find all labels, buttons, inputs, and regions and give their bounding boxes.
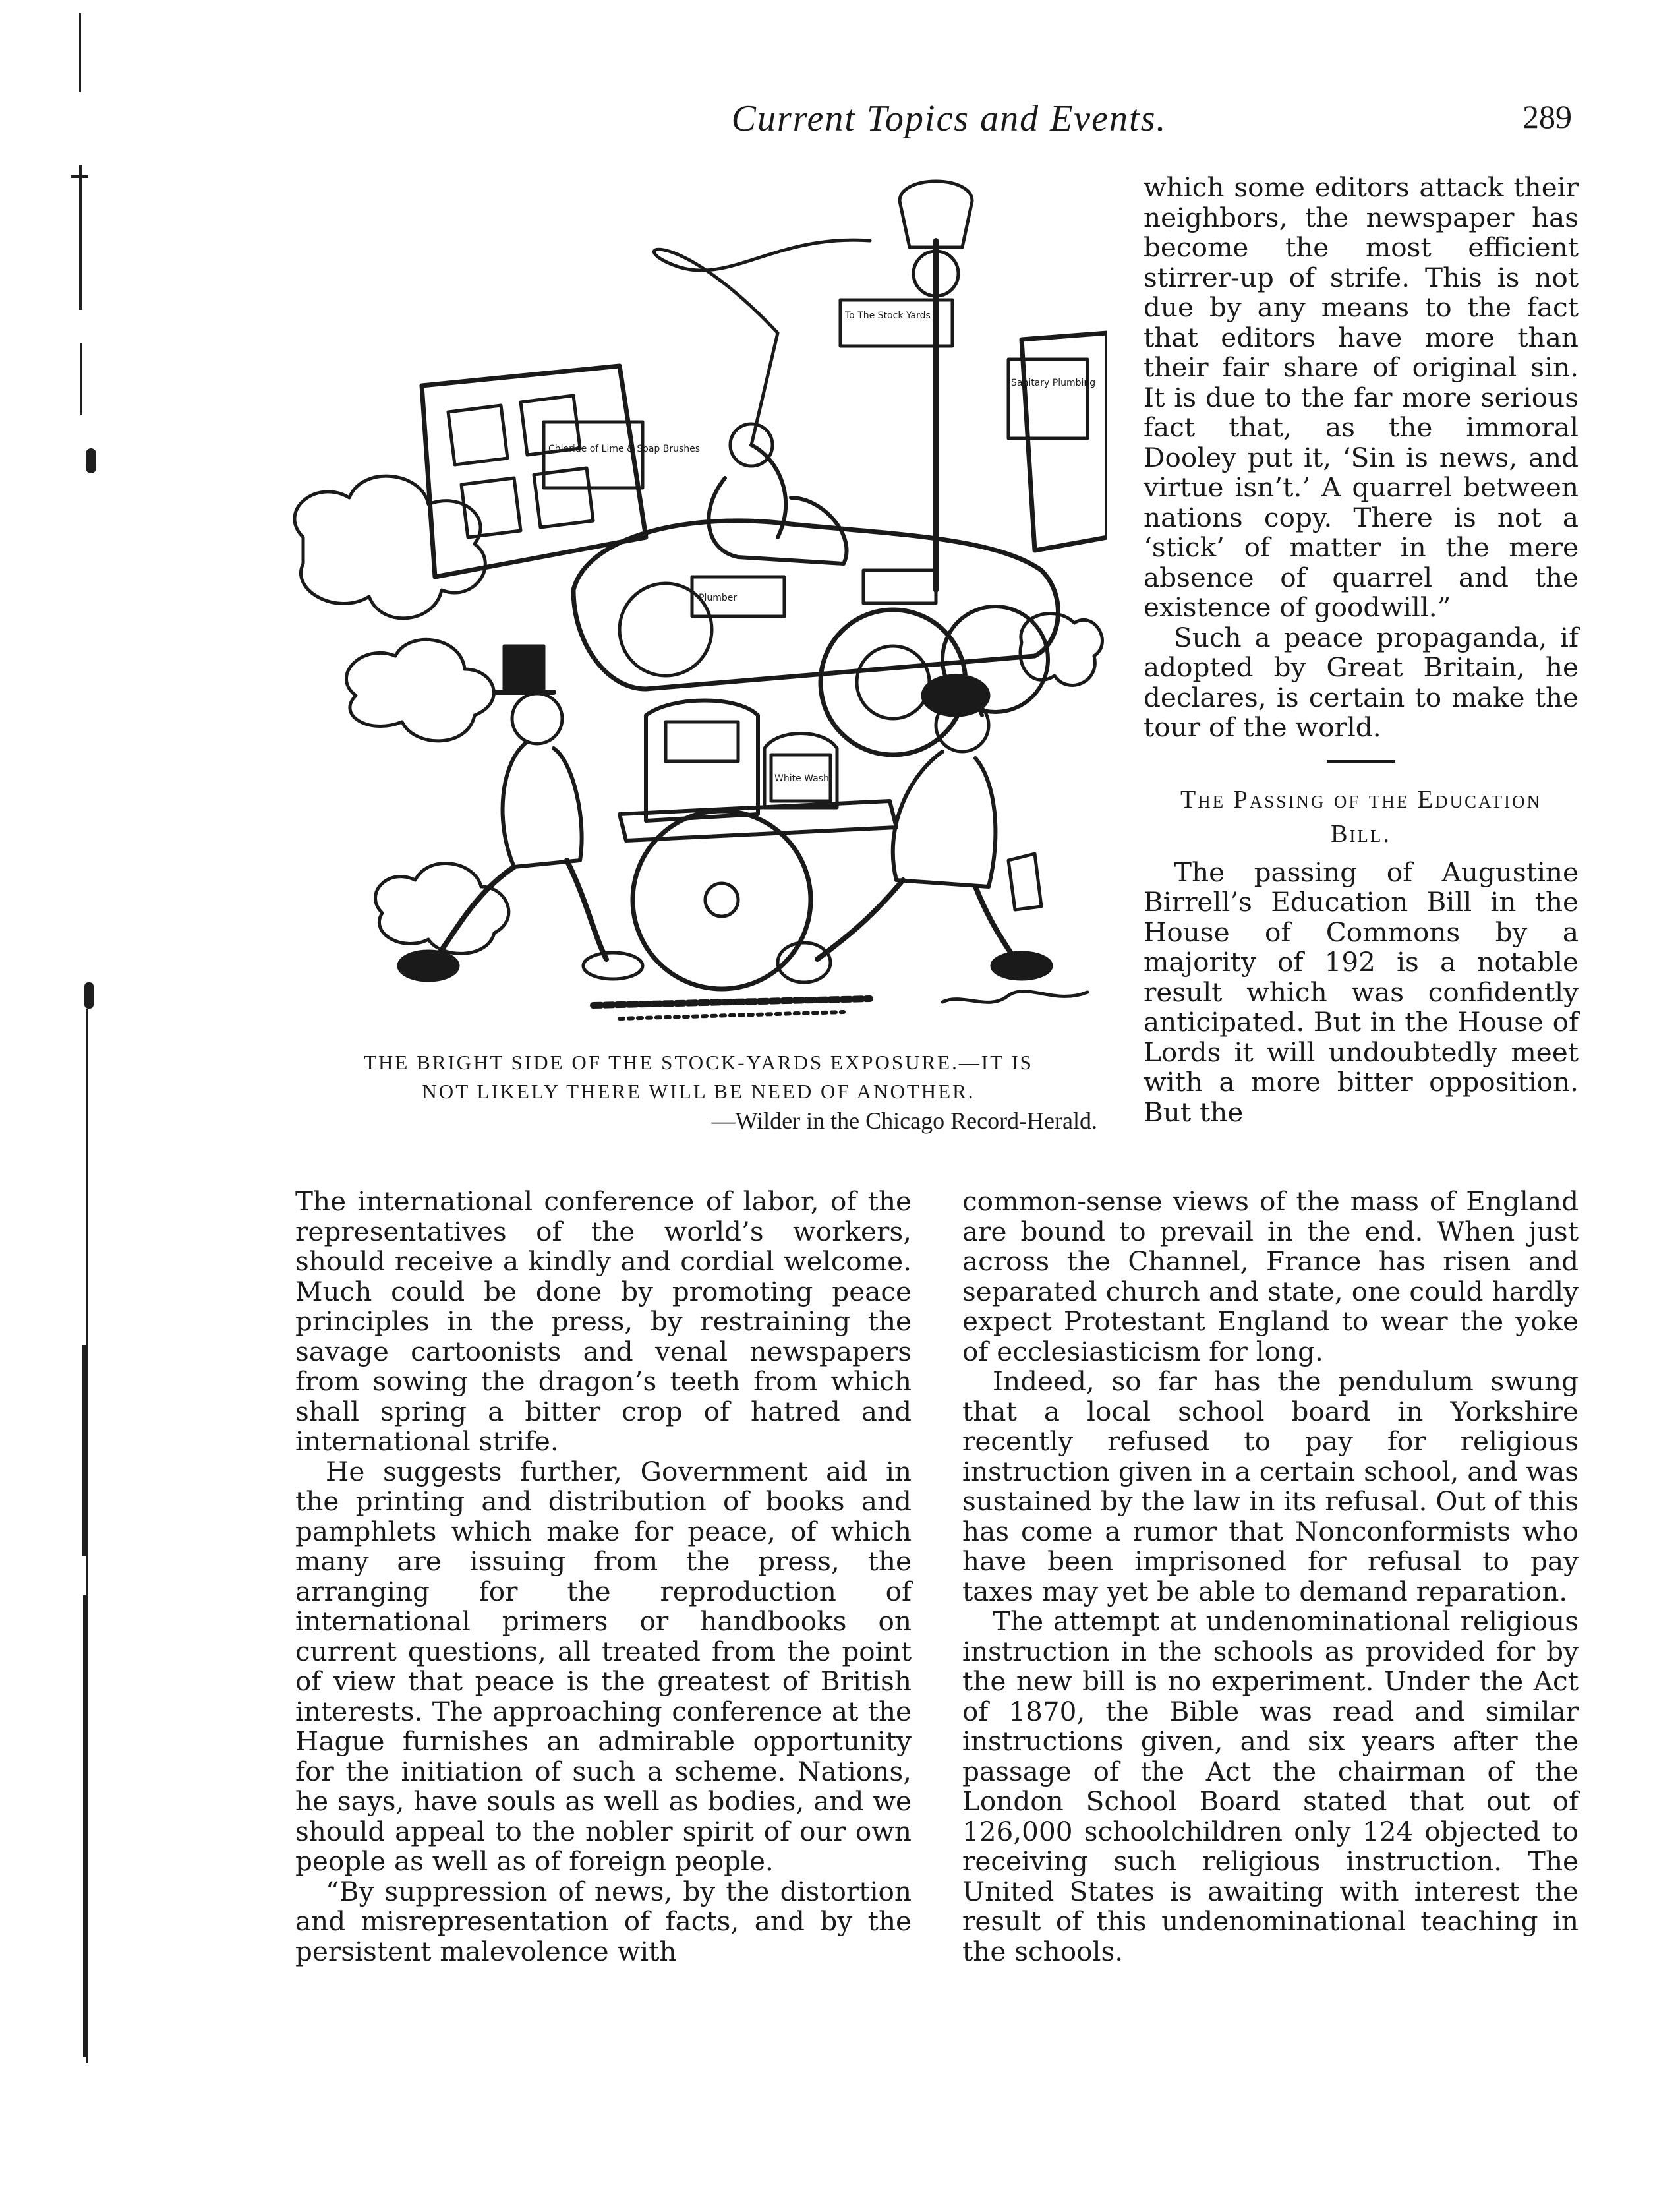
cartoon-caption [300, 1048, 1097, 1135]
right-column-top [1144, 173, 1579, 1127]
running-header: Current Topics and Events. [731, 98, 1167, 139]
left-column [295, 1187, 912, 1967]
caption-line-2: NOT LIKELY THERE WILL BE NEED OF ANOTHER. [422, 1080, 975, 1103]
cartoon-illustration [277, 168, 1107, 1052]
paragraph: The international conference of labor, of the representatives of the world’s workers, should receive a kindly and cordial welcome. Much could be done by promoting peace principles in the press, by restraining the savage cartoonists and venal newspapers from sowing the dragon’s teeth from which shall spring a bitter crop of hatred and international strife. [295, 1185, 912, 1457]
page-number: 289 [1522, 98, 1572, 135]
paragraph: “By suppression of news, by the distortion and misrepresentation of facts, and by the persistent malevolence with [295, 1875, 912, 1967]
sign-stock-yards: To The Stock Yards [845, 311, 931, 321]
sign-sanitary-plumbing: Sanitary Plumbing [1011, 378, 1096, 388]
paragraph: which some editors attack their neighbors, the newspaper has become the most efficient stirrer-up of strife. This is not due by any means to the fact that editors have more than their fair share of original sin. It is due to the far more serious fact that, as the immoral Dooley put it, ‘Sin is news, and virtue isn’t.’ A quarrel between nations copy. There is not a ‘stick’ of matter in the mere absence of quarrel and the existence of goodwill.” [1144, 171, 1579, 623]
paragraph: He suggests further, Government aid in the printing and distribution of books and pamphlets which make for peace, of which many are issuing from the press, the arranging for the reproduction of international primers or handbooks on current questions, all treated from the point of view that peace is the greatest of British interests. The approaching conference at the Hague furnishes an admirable opportunity for the initiation of such a scheme. Nations, he says, have souls as well as bodies, and we should appeal to the nobler spirit of our own people as well as of foreign people. [295, 1455, 912, 1877]
paragraph: Such a peace propaganda, if adopted by Great Britain, he declares, is certain to make the tour of the world. [1144, 621, 1579, 743]
sign-white-wash: White Wash [774, 773, 829, 784]
section-divider [1327, 760, 1395, 763]
section-heading: The Passing of the Education Bill. [1180, 785, 1542, 848]
caption-line-1: THE BRIGHT SIDE OF THE STOCK-YARDS EXPOSURE.—IT IS [364, 1051, 1033, 1074]
sign-plumber: Plumber [699, 593, 738, 603]
right-column-bottom [962, 1187, 1579, 1967]
paragraph: The attempt at undenominational religious instruction in the schools as provided for by the new bill is no experiment. Under the Act of 1870, the Bible was read and similar instructions given, and six years after the passage of the Act the chairman of the London School Board stated that out of 126,000 schoolchildren only 124 objected to receiving such religious instruction. The United States is awaiting with interest the result of this undenominational teaching in the schools. [962, 1605, 1579, 1967]
paragraph: The passing of Augustine Birrell’s Education Bill in the House of Commons by a majority of 192 is a notable result which was confidently anticipated. But in the House of Lords it will undoubtedly meet with a more bitter opposition. But the [1144, 856, 1579, 1128]
sign-chloride-lime: Chloride of Lime & Soap Brushes [548, 444, 701, 454]
paragraph: Indeed, so far has the pendulum swung that a local school board in Yorkshire recently refused to pay for religious instruction given in a certain school, and was sustained by the law in its refusal. Out of this has come a rumor that Nonconformists who have been imprisoned for refusal to pay taxes may yet be able to demand reparation. [962, 1365, 1579, 1607]
paragraph: common-sense views of the mass of England are bound to prevail in the end. When just across the Channel, France has risen and separated church and state, one could hardly expect Protestant England to wear the yoke of ecclesiasticism for long. [962, 1185, 1579, 1367]
editorial-cartoon [277, 168, 1107, 1052]
caption-credit: —Wilder in the Chicago Record-Herald. [711, 1108, 1097, 1134]
